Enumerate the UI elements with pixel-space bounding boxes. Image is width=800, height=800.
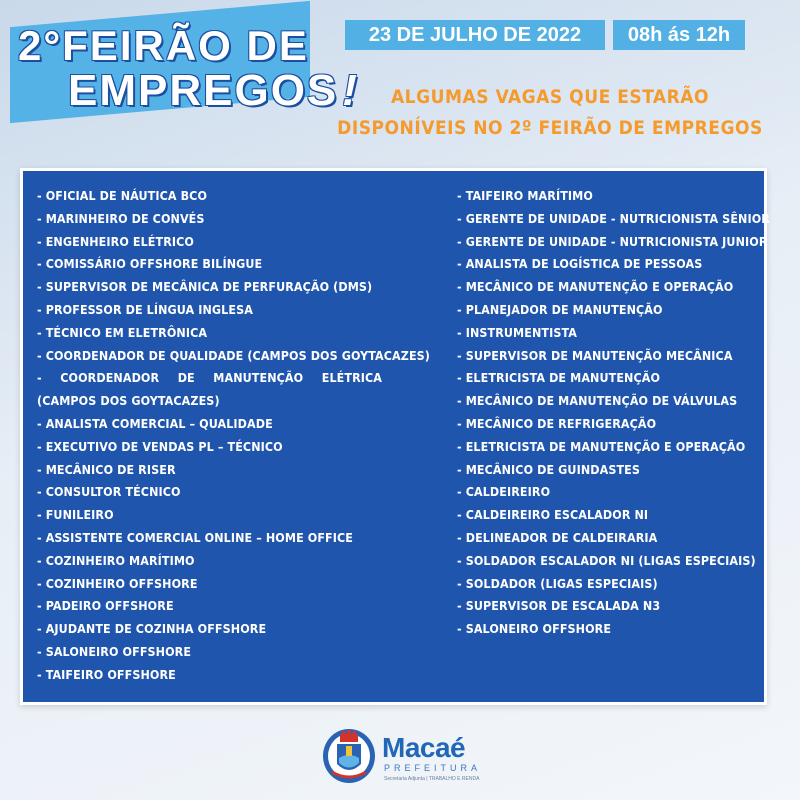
job-item: - SUPERVISOR DE MECÂNICA DE PERFURAÇÃO (DMS)	[37, 279, 373, 295]
job-item: - SUPERVISOR DE MANUTENÇÃO MECÂNICA	[457, 347, 733, 363]
subtitle-line1: ALGUMAS VAGAS QUE ESTARÃO	[390, 86, 710, 108]
job-item: - MECÂNICO DE REFRIGERAÇÃO	[457, 415, 657, 431]
page-title-exclamation: !	[342, 66, 359, 115]
job-item: - SOLDADOR (LIGAS ESPECIAIS)	[457, 575, 658, 591]
job-item: - ASSISTENTE COMERCIAL ONLINE – HOME OFFICE	[37, 529, 354, 545]
date-badge: 23 DE JULHO DE 2022	[345, 20, 605, 50]
job-item: - ELETRICISTA DE MANUTENÇÃO	[457, 370, 661, 386]
job-item: - ENGENHEIRO ELÉTRICO	[37, 233, 195, 249]
job-item: - OFICIAL DE NÁUTICA BCO	[37, 188, 208, 203]
job-item: - MECÂNICO DE RISER	[37, 461, 176, 477]
job-item: - FUNILEIRO	[37, 507, 114, 523]
job-item: - COORDENADOR DE MANUTENÇÃO ELÉTRICA (CAMPOS DOS GOYTACAZES)	[37, 370, 382, 409]
job-item: - CONSULTOR TÉCNICO	[37, 484, 181, 500]
page-title-line1: 2°FEIRÃO DE	[18, 22, 309, 69]
job-item: - PROFESSOR DE LÍNGUA INGLESA	[37, 301, 253, 317]
brand-department: Secretaria Adjunta | TRABALHO E RENDA	[384, 776, 480, 782]
page-title-line2	[68, 66, 359, 116]
job-item: - SALONEIRO OFFSHORE	[37, 643, 192, 659]
city-crest-icon	[322, 728, 376, 784]
job-item: - SALONEIRO OFFSHORE	[457, 621, 612, 637]
job-item: - ANALISTA COMERCIAL – QUALIDADE	[37, 415, 273, 431]
time-badge: 08h ás 12h	[613, 20, 745, 50]
job-item: - GERENTE DE UNIDADE - NUTRICIONISTA JUNIOR	[457, 233, 768, 249]
job-item: - GERENTE DE UNIDADE - NUTRICIONISTA SÊNIOR	[457, 210, 770, 226]
job-item: - TAIFEIRO MARÍTIMO	[457, 188, 593, 203]
brand-subtitle: PREFEITURA	[384, 763, 482, 773]
job-item: - DELINEADOR DE CALDEIRARIA	[457, 529, 658, 545]
brand-name: Macaé	[382, 732, 466, 763]
page-title-word: EMPREGOS	[68, 66, 339, 115]
job-item: - COZINHEIRO OFFSHORE	[37, 575, 198, 591]
job-item: - MECÂNICO DE GUINDASTES	[457, 461, 641, 477]
job-item: - MECÂNICO DE MANUTENÇÃO E OPERAÇÃO	[457, 279, 734, 295]
job-item: - PLANEJADOR DE MANUTENÇÃO	[457, 301, 663, 317]
job-item: - MECÂNICO DE MANUTENÇÃO DE VÁLVULAS	[457, 393, 738, 409]
job-item: - MARINHEIRO DE CONVÉS	[37, 210, 205, 226]
job-item: - AJUDANTE DE COZINHA OFFSHORE	[37, 621, 267, 637]
job-item: - TÉCNICO EM ELETRÔNICA	[37, 324, 208, 340]
job-item: - ANALISTA DE LOGÍSTICA DE PESSOAS	[457, 256, 703, 272]
job-item: - TAIFEIRO OFFSHORE	[37, 666, 176, 682]
subtitle	[300, 82, 800, 144]
job-item: - ELETRICISTA DE MANUTENÇÃO E OPERAÇÃO	[457, 438, 746, 454]
job-item: - COORDENADOR DE QUALIDADE (CAMPOS DOS GOYTACAZES)	[37, 347, 430, 363]
job-item: - CALDEIREIRO ESCALADOR NI	[457, 507, 649, 523]
job-item: - PADEIRO OFFSHORE	[37, 598, 174, 614]
job-item: - SOLDADOR ESCALADOR NI (LIGAS ESPECIAIS)	[457, 552, 756, 568]
job-item: - COZINHEIRO MARÍTIMO	[37, 552, 195, 568]
subtitle-line2: DISPONÍVEIS NO 2º FEIRÃO DE EMPREGOS	[337, 117, 763, 139]
job-item: - SUPERVISOR DE ESCALADA N3	[457, 598, 661, 614]
job-item: - CALDEIREIRO	[457, 484, 551, 500]
jobs-list-right	[457, 185, 770, 641]
jobs-panel	[20, 168, 770, 705]
job-item: - EXECUTIVO DE VENDAS PL – TÉCNICO	[37, 438, 283, 454]
job-item: - INSTRUMENTISTA	[457, 324, 577, 340]
jobs-list-left	[37, 185, 430, 687]
prefeitura-logo	[322, 728, 492, 788]
job-item: - COMISSÁRIO OFFSHORE BILÍNGUE	[37, 256, 263, 272]
